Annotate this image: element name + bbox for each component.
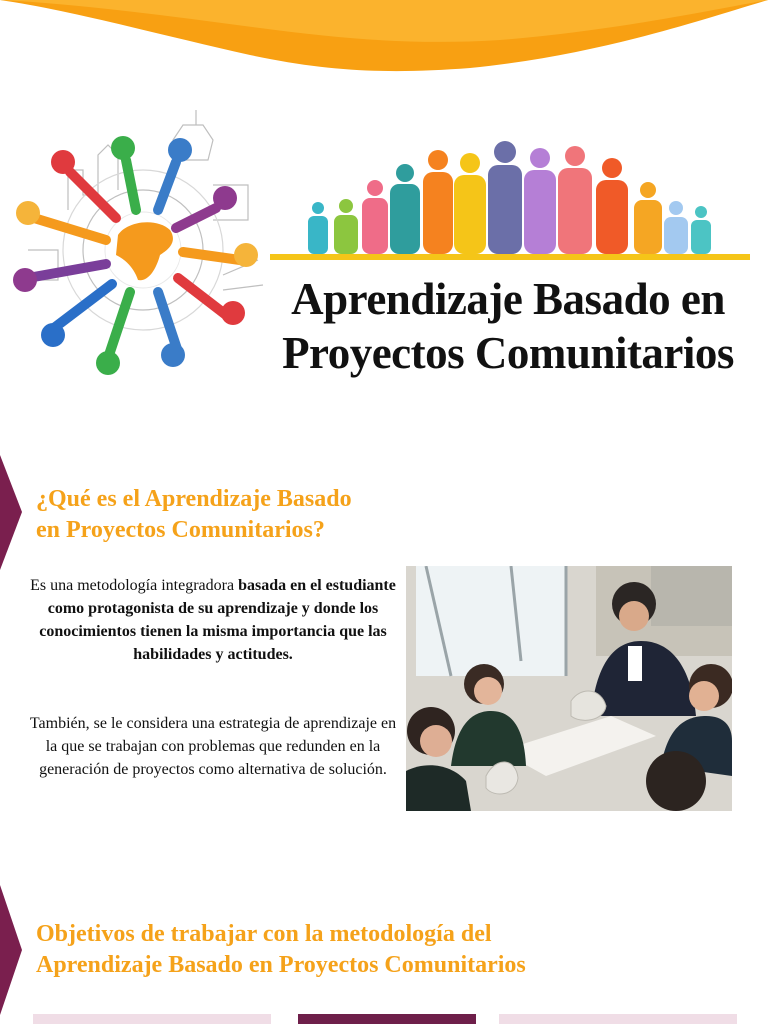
objective-card-2 — [298, 1014, 476, 1024]
side-tab-marker — [0, 455, 22, 570]
objective-card-3 — [499, 1014, 737, 1024]
objective-card-1 — [33, 1014, 271, 1024]
main-title — [262, 272, 754, 380]
objectives-heading-line2: Aprendizaje Basado en Proyectos Comunitarios — [36, 952, 526, 978]
side-tab-marker — [0, 885, 22, 1015]
crowd-silhouettes-icon — [268, 138, 750, 263]
question-heading-line1: ¿Qué es el Aprendizaje Basado — [36, 486, 352, 512]
main-title-line2: Proyectos Comunitarios — [282, 328, 734, 378]
objectives-heading — [36, 919, 656, 981]
description-intro: Es una metodología integradora — [30, 577, 239, 594]
classroom-photo — [406, 566, 732, 811]
objective-cards-row — [0, 1014, 768, 1024]
objectives-heading-line1: Objetivos de trabajar con la metodología del — [36, 921, 492, 947]
question-heading-line2: en Proyectos Comunitarios? — [36, 517, 325, 543]
description-bold: basada en el estudiante como protagonista de su aprendizaje y donde los conocimientos tienen la misma importancia que las habilidades y actitudes. — [39, 577, 396, 663]
top-wave-decoration — [0, 0, 768, 75]
main-title-line1: Aprendizaje Basado en — [291, 274, 725, 324]
community-circle-logo-icon — [8, 100, 270, 385]
description-paragraph-1 — [28, 574, 398, 666]
question-heading — [36, 484, 436, 546]
description-paragraph-2: También, se le considera una estrategia de aprendizaje en la que se trabajan con problemas que redunden en la generación de proyectos como alternativa de solución. — [29, 715, 397, 778]
